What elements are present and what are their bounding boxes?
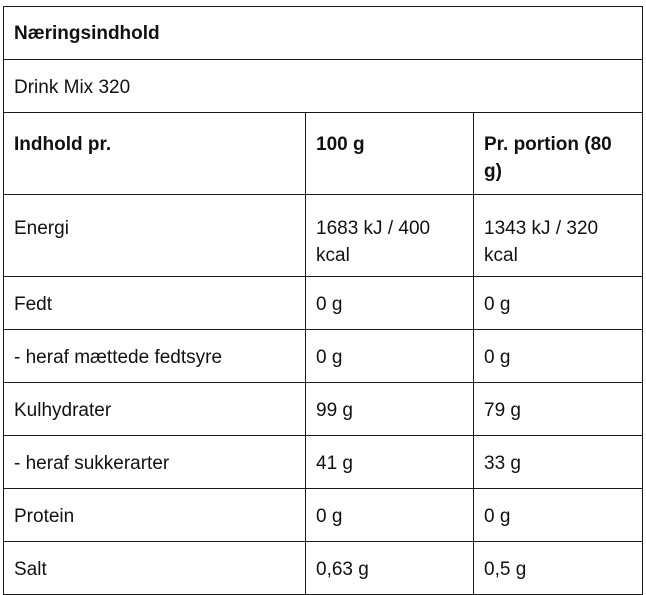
table-row (4, 330, 643, 383)
value-per-portion: 0,5 g (474, 542, 643, 595)
table-row (4, 277, 643, 330)
header-content: Indhold pr. (4, 113, 306, 195)
table-row (4, 383, 643, 436)
table-title-row (4, 7, 643, 60)
nutrient-name: - heraf mættede fedtsyre (4, 330, 306, 383)
value-per-portion: 0 g (474, 489, 643, 542)
value-per-100g: 0 g (306, 330, 474, 383)
table-row (4, 195, 643, 277)
value-per-100g: 0 g (306, 277, 474, 330)
nutrient-name: Protein (4, 489, 306, 542)
nutrition-table (3, 6, 643, 595)
value-per-100g: 0,63 g (306, 542, 474, 595)
value-per-portion: 33 g (474, 436, 643, 489)
value-per-portion: 0 g (474, 330, 643, 383)
nutrient-name: Fedt (4, 277, 306, 330)
value-per-100g: 1683 kJ / 400 kcal (306, 195, 474, 277)
value-per-100g: 99 g (306, 383, 474, 436)
nutrient-name: - heraf sukkerarter (4, 436, 306, 489)
nutrient-name: Kulhydrater (4, 383, 306, 436)
product-name: Drink Mix 320 (4, 60, 643, 113)
header-per-portion: Pr. portion (80 g) (474, 113, 643, 195)
header-per-100g: 100 g (306, 113, 474, 195)
header-row (4, 113, 643, 195)
value-per-100g: 0 g (306, 489, 474, 542)
nutrient-name: Energi (4, 195, 306, 277)
table-row (4, 489, 643, 542)
value-per-portion: 0 g (474, 277, 643, 330)
value-per-portion: 79 g (474, 383, 643, 436)
product-row (4, 60, 643, 113)
value-per-100g: 41 g (306, 436, 474, 489)
table-row (4, 436, 643, 489)
table-row (4, 542, 643, 595)
table-title: Næringsindhold (4, 7, 643, 60)
value-per-portion: 1343 kJ / 320 kcal (474, 195, 643, 277)
nutrient-name: Salt (4, 542, 306, 595)
